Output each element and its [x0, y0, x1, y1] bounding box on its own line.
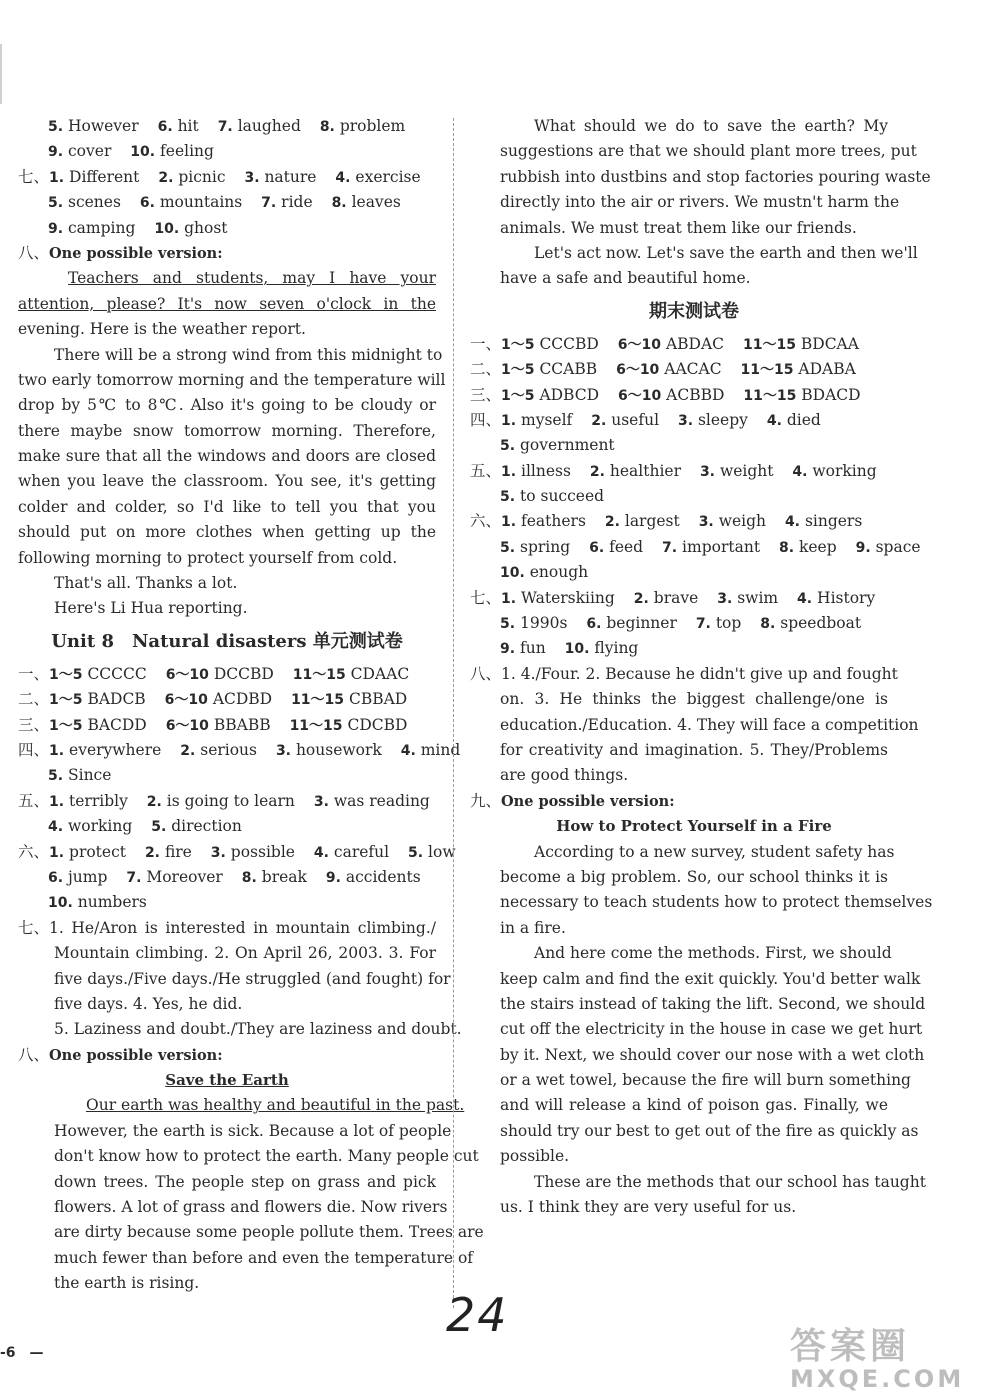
unit-answer-row: 10. numbers — [48, 893, 147, 912]
essay-line: should try our best to get out of the fire as quickly as — [500, 1121, 919, 1140]
essay-line: However, the earth is sick. Because a lot of people — [54, 1121, 452, 1140]
unit-answer-row: 六、1. protect 2. fire 3. possible 4. careful 5. low — [18, 842, 456, 861]
essay-line: are dirty because some people pollute them. Trees are — [54, 1223, 484, 1242]
essay-line: rubbish into dustbins and stop factories pouring waste — [500, 167, 931, 186]
final-answer-row: 二、1～5 CCABB 6～10 AACAC 11～15 ADABA — [470, 360, 856, 379]
weather-line: colder and colder, so I'd like to tell you that you — [18, 497, 436, 516]
weather-line: drop by 5℃ to 8℃. Also it's going to be cloudy or — [18, 396, 436, 415]
final-answer-row: for creativity and imagination. 5. They/Problems — [500, 740, 888, 759]
unit-answer-row: 五、1. terribly 2. is going to learn 3. was reading — [18, 791, 430, 810]
final-answer-row: 七、1. Waterskiing 2. brave 3. swim 4. History — [470, 588, 876, 607]
essay-line: and will release a kind of poison gas. Finally, we — [500, 1096, 888, 1115]
section-9-heading: 九、One possible version: — [470, 791, 675, 810]
weather-line: make sure that all the windows and doors are closed — [18, 447, 436, 466]
essay-line: animals. We must treat them like our friends. — [500, 218, 857, 237]
essay-line: flowers. A lot of grass and flowers die. Now rivers — [54, 1198, 448, 1217]
weather-line: Teachers and students, may I have your — [68, 269, 436, 288]
watermark-logo-text: 答案圈 — [790, 1326, 911, 1367]
essay-line: Let's act now. Let's save the earth and then we'll — [534, 243, 918, 262]
final-answer-row: 四、1. myself 2. useful 3. sleepy 4. died — [470, 410, 821, 429]
final-answer-row: 八、1. 4./Four. 2. Because he didn't give up and fought — [470, 664, 898, 683]
final-answer-row: are good things. — [500, 766, 629, 785]
final-answer-row: education./Education. 4. They will face a competition — [500, 715, 919, 734]
final-answer-row: 5. spring 6. feed 7. important 8. keep 9. space — [500, 537, 921, 556]
essay-line: much fewer than before and even the temperature of — [54, 1248, 474, 1267]
essay-line: keep calm and find the exit quickly. You'd better walk — [500, 969, 921, 988]
final-answer-row: on. 3. He thinks the biggest challenge/one is — [500, 690, 888, 709]
column-divider — [453, 118, 454, 1308]
weather-line: should put on more clothes when getting up the — [18, 523, 436, 542]
scan-edge-mark — [0, 44, 2, 104]
handwritten-page-number: 24 — [446, 1288, 509, 1342]
essay-line: cut off the electricity in the house in case we get hurt — [500, 1020, 923, 1039]
unit-answer-row: Mountain climbing. 2. On April 26, 2003. 3. For — [54, 944, 436, 963]
final-answer-row: 六、1. feathers 2. largest 3. weigh 4. singers — [470, 512, 863, 531]
unit-answer-row: 二、1～5 BADCB 6～10 ACDBD 11～15 CBBAD — [18, 690, 408, 709]
final-answer-row: 5. government — [500, 436, 615, 455]
essay-line: necessary to teach students how to protect themselves — [500, 893, 933, 912]
right-column — [470, 114, 933, 1220]
essay-title: Save the Earth — [165, 1071, 289, 1090]
weather-line: There will be a strong wind from this midnight to — [54, 345, 443, 364]
weather-line: there maybe snow tomorrow morning. Therefore, — [18, 421, 436, 440]
site-watermark — [790, 1318, 990, 1396]
essay-line: us. I think they are very useful for us. — [500, 1198, 797, 1217]
essay-line: suggestions are that we should plant more trees, put — [500, 142, 917, 161]
weather-line: That's all. Thanks a lot. — [54, 574, 238, 593]
essay-title: How to Protect Yourself in a Fire — [556, 817, 832, 836]
essay-line: down trees. The people step on grass and pick — [54, 1172, 436, 1191]
page-number: -6 — — [0, 1345, 44, 1361]
essay-line: Our earth was healthy and beautiful in the past. — [86, 1096, 465, 1115]
answer-row: 5. scenes 6. mountains 7. ride 8. leaves — [48, 193, 401, 212]
essay-line: directly into the air or rivers. We mustn't harm the — [500, 193, 900, 212]
section-8-heading: 八、One possible version: — [18, 1045, 223, 1064]
final-answer-row: 三、1～5 ADBCD 6～10 ACBBD 11～15 BDACD — [470, 385, 861, 404]
weather-line: evening. Here is the weather report. — [18, 320, 306, 339]
answer-row: 9. cover 10. feeling — [48, 142, 214, 161]
weather-line: Here's Li Hua reporting. — [54, 599, 248, 618]
essay-line: become a big problem. So, our school thinks it is — [500, 867, 888, 886]
essay-line: don't know how to protect the earth. Many people cut — [54, 1147, 479, 1166]
unit-answer-row: 七、1. He/Aron is interested in mountain climbing./ — [18, 918, 436, 937]
unit-answer-row: 4. working 5. direction — [48, 817, 242, 836]
weather-line: following morning to protect yourself from cold. — [18, 548, 398, 567]
final-answer-row: 5. to succeed — [500, 487, 605, 506]
essay-line: have a safe and beautiful home. — [500, 269, 751, 288]
section-7-row: 七、1. Different 2. picnic 3. nature 4. exercise — [18, 167, 421, 186]
final-answer-row: 10. enough — [500, 563, 589, 582]
answer-row: 9. camping 10. ghost — [48, 218, 228, 237]
final-answer-row: 9. fun 10. flying — [500, 639, 639, 658]
weather-line: when you leave the classroom. You see, it's getting — [18, 472, 436, 491]
essay-line: And here come the methods. First, we should — [534, 944, 892, 963]
unit-answer-row: five days./Five days./He struggled (and fought) for — [54, 969, 451, 988]
unit-8-title: Unit 8 Natural disasters 单元测试卷 — [51, 630, 403, 652]
essay-line: These are the methods that our school has taught — [534, 1172, 926, 1191]
section-8-heading: 八、One possible version: — [18, 243, 223, 262]
essay-line: by it. Next, we should cover our nose with a wet cloth — [500, 1045, 925, 1064]
weather-line: attention, please? It's now seven o'clock in the — [18, 294, 436, 313]
unit-answer-row: 一、1～5 CCCCC 6～10 DCCBD 11～15 CDAAC — [18, 664, 410, 683]
unit-answer-row: five days. 4. Yes, he did. — [54, 994, 243, 1013]
unit-answer-row: 5. Laziness and doubt./They are laziness and doubt. — [54, 1020, 462, 1039]
essay-line: the earth is rising. — [54, 1274, 200, 1293]
essay-line: the stairs instead of taking the lift. Second, we should — [500, 994, 926, 1013]
essay-line: According to a new survey, student safety has — [534, 842, 895, 861]
left-column — [18, 114, 484, 1297]
answer-row: 5. However 6. hit 7. laughed 8. problem — [48, 117, 406, 135]
essay-line: or a wet towel, because the fire will burn something — [500, 1071, 911, 1090]
unit-answer-row: 三、1～5 BACDD 6～10 BBABB 11～15 CDCBD — [18, 715, 408, 734]
unit-answer-row: 6. jump 7. Moreover 8. break 9. accidents — [48, 867, 421, 886]
unit-answer-row: 四、1. everywhere 2. serious 3. housework 4. mind — [18, 740, 461, 759]
final-answer-row: 一、1～5 CCCBD 6～10 ABDAC 11～15 BDCAA — [470, 334, 859, 353]
essay-line: possible. — [500, 1147, 570, 1166]
final-answer-row: 5. 1990s 6. beginner 7. top 8. speedboat — [500, 614, 862, 633]
final-exam-title: 期末测试卷 — [649, 300, 739, 322]
weather-line: two early tomorrow morning and the temperature will — [18, 370, 446, 389]
final-answer-row: 五、1. illness 2. healthier 3. weight 4. working — [470, 461, 877, 480]
watermark-url: MXQE.COM — [790, 1365, 965, 1393]
unit-answer-row: 5. Since — [48, 766, 112, 785]
essay-line: What should we do to save the earth? My — [534, 117, 888, 135]
essay-line: in a fire. — [500, 918, 566, 937]
